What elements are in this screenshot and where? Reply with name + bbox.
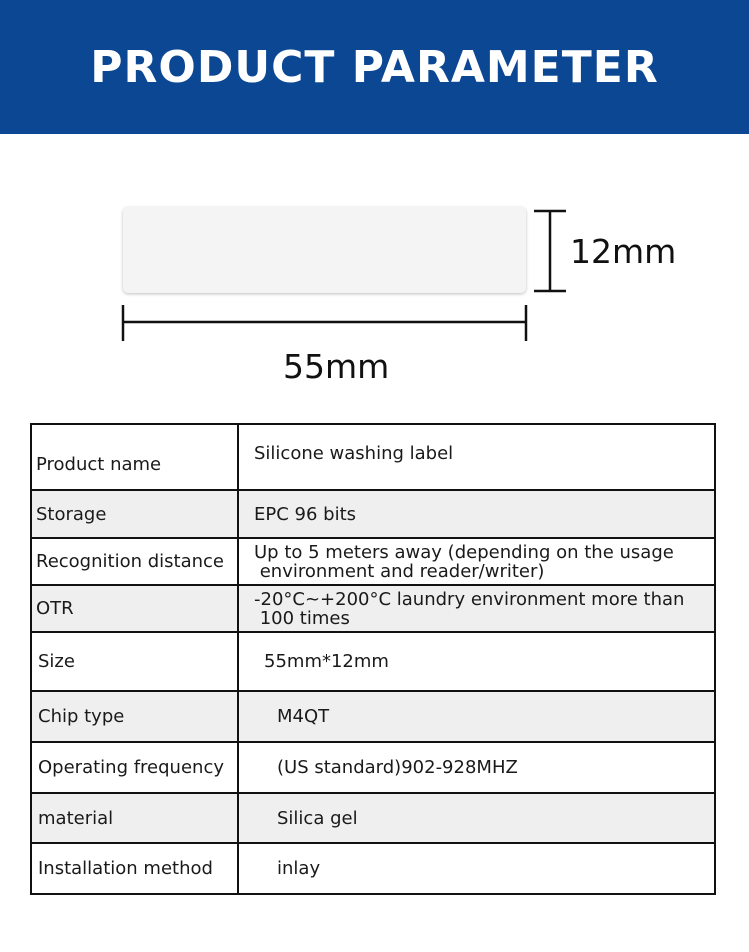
- param-name: OTR: [31, 585, 238, 632]
- param-value-line: -20°C~+200°C laundry environment more than: [254, 588, 685, 610]
- param-value-line: 100 times: [254, 607, 350, 629]
- param-name: Operating frequency: [31, 742, 238, 793]
- param-value: EPC 96 bits: [238, 490, 715, 538]
- table-row: [31, 793, 715, 843]
- height-label: 12mm: [570, 232, 677, 271]
- param-value: Silica gel: [238, 793, 715, 843]
- param-value: inlay: [238, 843, 715, 894]
- table-row: [31, 691, 715, 742]
- param-value: (US standard)902-928MHZ: [238, 742, 715, 793]
- param-name: Chip type: [31, 691, 238, 742]
- param-name: material: [31, 793, 238, 843]
- param-value: Silicone washing label: [238, 424, 715, 490]
- param-value-line: environment and reader/writer): [254, 560, 545, 582]
- table-row: [31, 632, 715, 691]
- table-row: [31, 585, 715, 632]
- param-value-line: Up to 5 meters away (depending on the usage: [254, 541, 674, 563]
- param-name: Recognition distance: [31, 538, 238, 585]
- header-banner: [0, 0, 749, 134]
- param-name: Product name: [31, 424, 238, 490]
- param-name: Installation method: [31, 843, 238, 894]
- table-row: [31, 843, 715, 894]
- param-value: [238, 538, 715, 585]
- table-row: [31, 490, 715, 538]
- width-label: 55mm: [283, 347, 390, 386]
- product-dimension-figure: [0, 134, 749, 424]
- table-row: [31, 538, 715, 585]
- table-row: [31, 424, 715, 490]
- param-value: [238, 585, 715, 632]
- param-value: 55mm*12mm: [238, 632, 715, 691]
- param-value: M4QT: [238, 691, 715, 742]
- table-row: [31, 742, 715, 793]
- page-title: PRODUCT PARAMETER: [90, 41, 659, 93]
- param-name: Storage: [31, 490, 238, 538]
- param-name: Size: [31, 632, 238, 691]
- parameter-table: [30, 423, 716, 895]
